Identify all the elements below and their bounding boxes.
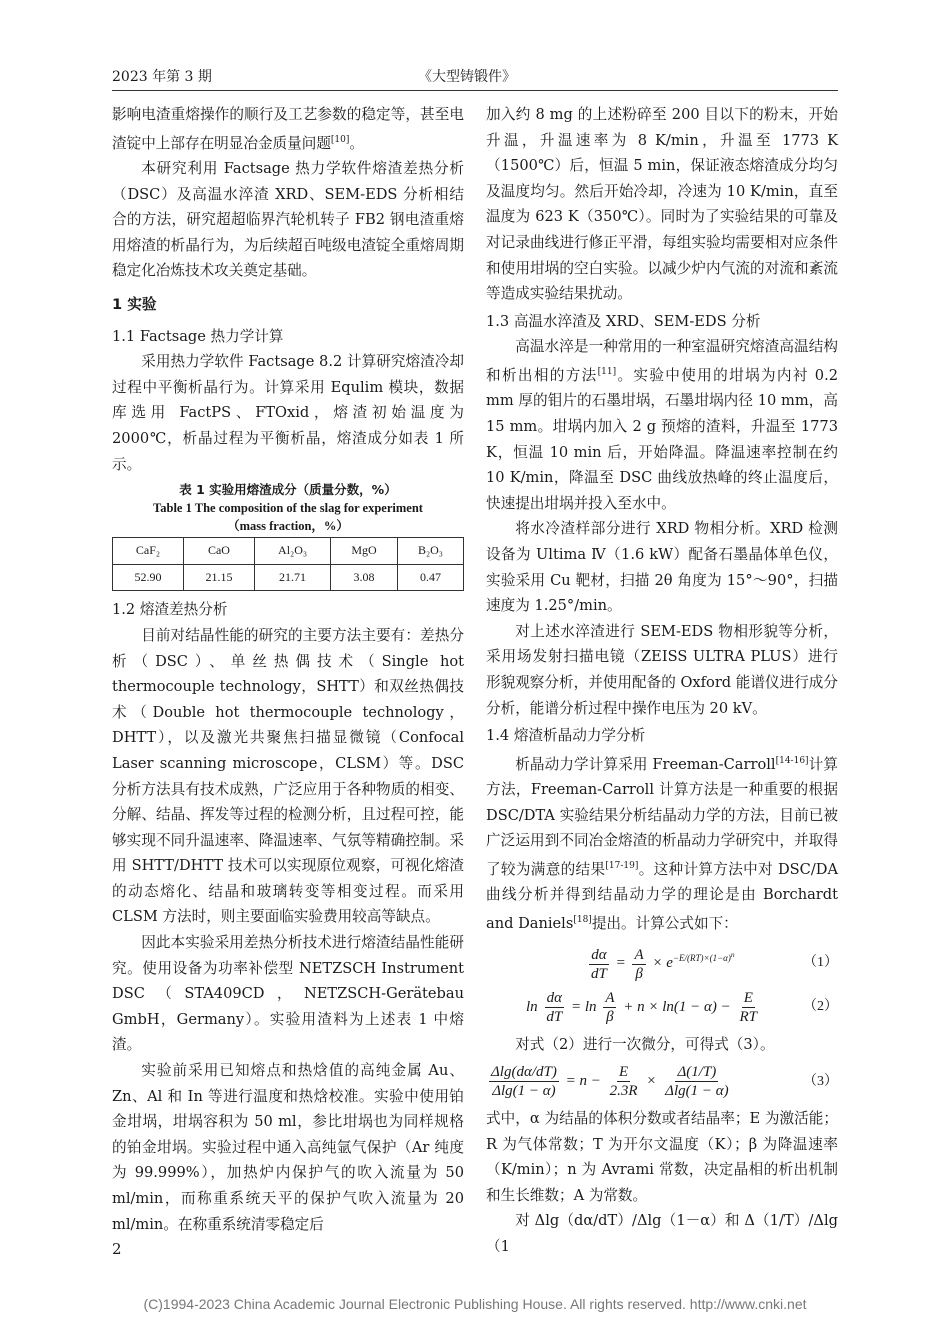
header-rule <box>112 90 838 91</box>
table-header-row <box>113 538 464 565</box>
running-header-journal: 《大型铸锻件》 <box>418 69 516 85</box>
equation-1: $\frac{d\alpha}{dT}$ = $\frac{A}{\beta}$ × $e^{-E/(RT)\times(1-\alpha)^n}$ （1） <box>591 946 838 982</box>
page-number: 2 <box>112 1240 122 1258</box>
paragraph-differentiate: 对式（2）进行一次微分，可得式（3）。 <box>515 1035 775 1053</box>
paragraph-xrd: 将水冷渣样部分进行 XRD 物相分析。XRD 检测设备为 Ultima Ⅳ（1.6 kW）配备石墨晶体单色仪，实验采用 Cu 靶材，扫描 2θ 角度为 15°～90°，扫描速度为 1.25°/min。 <box>486 520 838 615</box>
table-header-cell: CaF₂ <box>113 538 184 565</box>
citation: [11] <box>597 366 617 377</box>
paragraph-calibration: 实验前采用已知熔点和热焓值的高纯金属 Au、Zn、Al 和 In 等进行温度和热焓校准。实验中使用铂金坩埚，坩埚容积为 50 ml，参比坩埚也为同样规格的铂金坩埚。实验过程中通入高纯氩气保护（Ar 纯度为 99.999%），加热炉内保护气的吹入流量为 50 ml/min，而称重系统天平的保护气吹入流量为 20 ml/min。在称重系统清零稳定后 <box>112 1062 464 1233</box>
table-header-cell: B₂O₃ <box>397 538 463 565</box>
subsection-heading-kinetics: 1.4 熔渣析晶动力学分析 <box>486 727 646 745</box>
right-column <box>486 102 838 1260</box>
section-heading-experiment: 1 实验 <box>112 296 157 314</box>
paragraph-factsage: 采用热力学软件 Factsage 8.2 计算研究熔渣冷却过程中平衡析晶行为。计算采用 Equlim 模块，数据库选用 FactPS、FTOxid，熔渣初始温度为 2000℃，析晶过程为平衡析晶，熔渣成分如表 1 所示。 <box>112 353 464 473</box>
paragraph-kinetics: 析晶动力学计算采用 Freeman-Carroll[14-16]计算方法，Freeman-Carroll 计算方法是一种重要的根据 DSC/DTA 实验结果分析结晶动力学的方法，目前已被广泛运用到不同冶金熔渣的析晶动力学研究中，并取得了较为满意的结果[17-19]。这种计算方法中对 DSC/DA 曲线分析并得到结晶动力学的理论是由 Borchardt and Daniels[18]提出。计算公式如下： <box>486 755 838 932</box>
table-row <box>113 564 464 591</box>
subsection-heading-dsc: 1.2 熔渣差热分析 <box>112 601 228 619</box>
equation-2: ln $\frac{d\alpha}{dT}$ = ln $\frac{A}{\beta}$ + n × ln(1 − α) − $\frac{E}{RT}$ （2） <box>526 989 838 1025</box>
table-header-cell: CaO <box>183 538 254 565</box>
table-caption-en: Table 1 The composition of the slag for experiment <box>153 501 423 516</box>
equation-number: （1） <box>803 954 838 970</box>
subsection-heading-quench: 1.3 高温水淬渣及 XRD、SEM-EDS 分析 <box>486 312 761 330</box>
slag-composition-table <box>112 537 464 591</box>
table-header-cell: Al₂O₃ <box>254 538 330 565</box>
left-column <box>112 102 464 1237</box>
table-cell: 52.90 <box>113 564 184 591</box>
paragraph-variables: 式中，α 为结晶的体积分数或者结晶率；E 为激活能；R 为气体常数；T 为开尔文温度（K）；β 为降温速率（K/min）；n 为 Avrami 常数，决定晶相的析出机制和生长维数；A 为常数。 <box>486 1110 838 1204</box>
equation-number: （3） <box>803 1073 838 1089</box>
table-cell: 0.47 <box>397 564 463 591</box>
table-header-cell: MgO <box>331 538 398 565</box>
paragraph-purpose: 本研究利用 Factsage 热力学软件熔渣差热分析（DSC）及高温水淬渣 XRD、SEM-EDS 分析相结合的方法，研究超超临界汽轮机转子 FB2 钢电渣重熔用熔渣的析晶行为，为后续超百吨级电渣锭全重熔周期稳定化冶炼技术攻关奠定基础。 <box>112 160 464 280</box>
paragraph-equipment: 因此本实验采用差热分析技术进行熔渣结晶性能研究。使用设备为功率补偿型 NETZSCH Instrument DSC（STA409CD，NETZSCH-Gerätebau GmbH，Germany）。实验用渣料为上述表 1 中熔渣。 <box>112 934 464 1054</box>
table-cell: 21.71 <box>254 564 330 591</box>
table-cell: 21.15 <box>183 564 254 591</box>
citation: [14-16] <box>775 755 809 766</box>
copyright-footer: (C)1994-2023 China Academic Journal Electronic Publishing House. All rights reserved. http://www.cnki.net <box>143 1296 807 1312</box>
subsection-heading-factsage: 1.1 Factsage 热力学计算 <box>112 327 284 345</box>
table-cell: 3.08 <box>331 564 398 591</box>
equation-number: （2） <box>803 999 838 1015</box>
paragraph-intro-end: 影响电渣重熔操作的顺行及工艺参数的稳定等，甚至电渣锭中上部存在明显冶金质量问题[10]。 <box>112 106 464 152</box>
paragraph-methods: 目前对结晶性能的研究的主要方法主要有：差热分析（DSC）、单丝热偶技术（Single hot thermocouple technology，SHTT）和双丝热偶技术（Double hot thermocouple technology，DHTT），以及激光共聚焦扫描显微镜（Confocal Laser scanning microscope，CLSM）等。DSC 分析方法具有技术成熟，广泛应用于各种物质的相变、分解、结晶、挥发等过程的检测分析，且过程可控，能够实现不同升温速率、降温速率、气氛等精确控制。采用 SHTT/DHTT 技术可以实现原位观察，可视化熔渣的动态熔化、结晶和玻璃转变等相变过程。而采用 CLSM 方法时，则主要面临实验费用较高等缺点。 <box>112 626 464 926</box>
table-caption-en-unit: （mass fraction，%） <box>227 519 349 534</box>
citation: [10] <box>330 134 350 145</box>
table-caption-cn: 表 1 实验用熔渣成分（质量分数，%） <box>179 482 397 498</box>
paragraph-heating: 加入约 8 mg 的上述粉碎至 200 目以下的粉末，开始升温，升温速率为 8 K/min，升温至 1773 K（1500℃）后，恒温 5 min，保证液态熔渣成分均匀及温度均匀。然后开始冷却，冷速为 10 K/min，直至温度为 623 K（350℃）。同时为了实验结果的可靠及对记录曲线进行修正平滑，每组实验均需要相对应条件和使用坩埚的空白实验。以减少炉内气流的对流和紊流等造成实验结果扰动。 <box>486 106 838 303</box>
paragraph-quench: 高温水淬是一种常用的一种室温研究熔渣高温结构和析出相的方法[11]。实验中使用的坩埚为内衬 0.2 mm 厚的钼片的石墨坩埚，石墨坩埚内径 10 mm，高 15 mm。坩埚内加入 2 g 预熔的渣料，升温至 1773 K，恒温 10 min 后，开始降温。降温速率控制在约 10 K/min，降温至 DSC 曲线放热峰的终止温度后，快速提出坩埚并投入至水中。 <box>486 338 838 512</box>
equation-3: $\frac{\Delta\lg(d\alpha/dT)}{\Delta\lg(1 - \alpha)}$ = n − $\frac{E}{2.3R}$ × $\frac{\Delta(1/T)}{\Delta\lg(1 - \alpha)}$ （3） <box>491 1064 838 1100</box>
citation: [18] <box>573 914 592 925</box>
paragraph-sem: 对上述水淬渣进行 SEM-EDS 物相形貌等分析，采用场发射扫描电镜（ZEISS ULTRA PLUS）进行形貌观察分析，并使用配备的 Oxford 能谱仪进行成分分析，能谱分析过程中操作电压为 20 kV。 <box>486 622 838 717</box>
citation: [17-19] <box>605 860 639 871</box>
running-header-issue: 2023 年第 3 期 <box>112 69 212 85</box>
paragraph-continuation: 对 Δlg（dα/dT）/Δlg（1－α）和 Δ（1/T）/Δlg（1 <box>486 1212 838 1256</box>
